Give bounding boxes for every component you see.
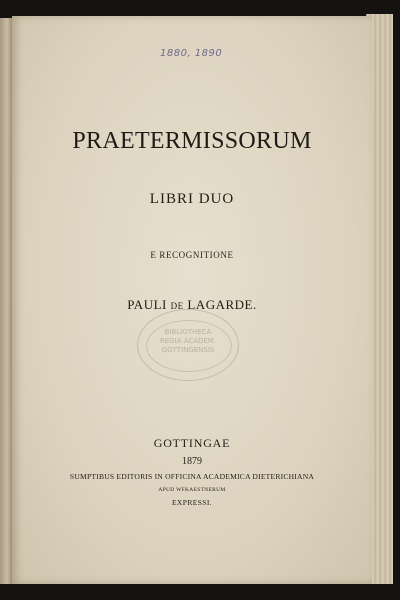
book-subtitle: LIBRI DUO [149,191,235,207]
imprint-year: 1879 [182,456,202,467]
imprint-publisher: SUMPTIBUS EDITORIS IN OFFICINA ACADEMICA DIETERICHIANA [69,472,315,481]
stamp-line-1: BIBLIOTHECA [164,328,212,336]
imprint-place: GOTTINGAE [153,436,231,450]
handwritten-note: 1880, 1890 [160,48,223,59]
author-first-name: PAULI [127,297,167,312]
stamp-text [138,328,238,355]
book-title: PRAETERMISSORUM [72,128,312,154]
left-page-edge [0,18,12,584]
stamp-line-3: GOTTINGENSIS [161,346,215,354]
stamp-line-2: REGIA ACADEM. [159,337,217,345]
library-stamp-icon [137,309,239,381]
imprint-expressi: EXPRESSI. [171,498,213,507]
author-last-name: LAGARDE. [187,297,257,312]
title-page [12,16,372,584]
recognition-line: E RECOGNITIONE [150,250,234,260]
imprint-apud: APUD WFKAESTNERUM [158,487,226,493]
author-particle: DE [170,301,184,311]
